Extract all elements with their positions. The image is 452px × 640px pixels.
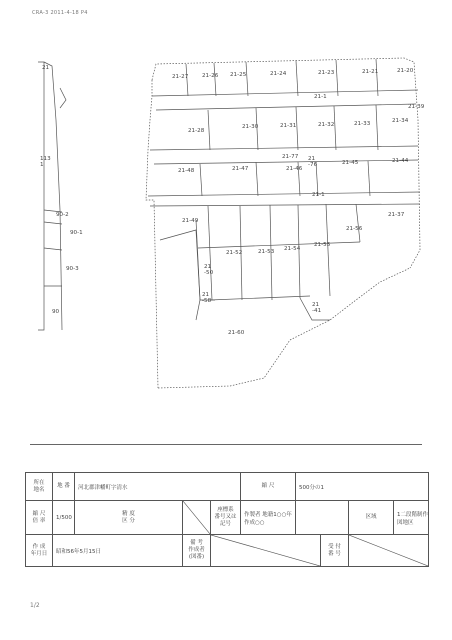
parcel-label-p211b: 21-1: [312, 192, 325, 198]
remarks-blank: [211, 535, 321, 567]
area-value: 1二段階制作図地区: [394, 501, 429, 535]
parcel-label-p2158: 21 -58: [202, 292, 212, 304]
parcel-label-p2147: 21-47: [232, 166, 249, 172]
parcel-label-p902: 90-2: [56, 212, 69, 218]
parcel-label-p901: 90-1: [70, 230, 83, 236]
parcel-label-p2145: 21-45: [342, 160, 359, 166]
date-label: 作 成 年月日: [26, 535, 53, 567]
parcel-label-p2139: 21-39: [408, 104, 425, 110]
parcel-label-p2131: 21-31: [280, 123, 297, 129]
document-header-code: CRA-3 2011-4-18 P4: [32, 10, 88, 16]
parcel-label-p2153: 21-53: [258, 249, 275, 255]
parcel-label-p21top: 21: [42, 65, 50, 71]
parcel-label-p2134: 21-34: [392, 118, 409, 124]
parcel-label-p2154: 21-54: [284, 246, 301, 252]
parcel-label-p2144: 21-44: [392, 158, 409, 164]
area-label: 区域: [349, 501, 394, 535]
diagonal-cross: [183, 501, 210, 534]
scale-value: 1/500: [53, 501, 75, 535]
parcel-label-p2132: 21-32: [318, 122, 335, 128]
office-value-cont: [296, 501, 349, 535]
section-divider: [30, 444, 422, 445]
scale-note-value: 500分の1: [296, 473, 429, 501]
parcel-label-p2120: 21-20: [397, 68, 414, 74]
title-block-table: [25, 472, 429, 567]
location-label: 所在 地名: [26, 473, 53, 501]
office-value: 地籍1○○年作成○○: [244, 511, 292, 526]
parcel-label-p211a: 21-1: [314, 94, 327, 100]
parcel-label-p2123: 21-23: [318, 70, 335, 76]
precision-value-blank: [183, 501, 211, 535]
diagonal-line: [211, 535, 320, 566]
parcel-label-p2141: 21 -41: [312, 302, 322, 314]
parcel-label-p2160: 21-60: [228, 330, 245, 336]
parcel-label-p2126: 21-26: [202, 73, 219, 79]
parcel-label-p2149: 21-49: [182, 218, 199, 224]
scale-note-label: 縮 尺: [241, 473, 296, 501]
parcel-label-p2176: 21 -76: [308, 156, 318, 168]
parcel-label-p2177: 21-77: [282, 154, 299, 160]
parcel-label-p90: 90: [52, 309, 60, 315]
parcel-label-p113: 113 1: [40, 156, 51, 168]
parcel-label-p2155: 21-55: [314, 242, 331, 248]
parcel-label-p2137: 21-37: [388, 212, 405, 218]
parcel-label-p2128: 21-28: [188, 128, 205, 134]
receipt-blank: [349, 535, 429, 567]
parcel-label-p2125: 21-25: [230, 72, 247, 78]
remarks-label: 備 考 作成者 (図番): [183, 535, 211, 567]
date-value: 昭和56年5月15日: [53, 535, 183, 567]
parcel-label-p2152: 21-52: [226, 250, 243, 256]
parcel-label-p903: 90-3: [66, 266, 79, 272]
parcel-label-p2127: 21-27: [172, 74, 189, 80]
parcel-label-p2121: 21-21: [362, 69, 379, 75]
parcel-label-p2156: 21-56: [346, 226, 363, 232]
receipt-label: 受 付 番 号: [321, 535, 349, 567]
location-value: 河北郡津幡町字清水: [75, 473, 241, 501]
lot-number-label: 地 番: [53, 473, 75, 501]
office-label: 作製者: [244, 511, 261, 518]
office-block: [241, 501, 296, 535]
coordinate-label: 座標系 番号又は 記号: [211, 501, 241, 535]
parcel-label-p2150: 21 -50: [204, 264, 214, 276]
parcel-label-p2124: 21-24: [270, 71, 287, 77]
page-number: 1/2: [30, 602, 40, 609]
diagonal-line-2: [349, 535, 428, 566]
parcel-label-p2148: 21-48: [178, 168, 195, 174]
parcel-label-p2133: 21-33: [354, 121, 371, 127]
parcel-label-p2146: 21-46: [286, 166, 303, 172]
scale-label: 縮 尺 倍 率: [26, 501, 53, 535]
precision-label: 精 度 区 分: [75, 501, 183, 535]
parcel-label-p2130: 21-30: [242, 124, 259, 130]
